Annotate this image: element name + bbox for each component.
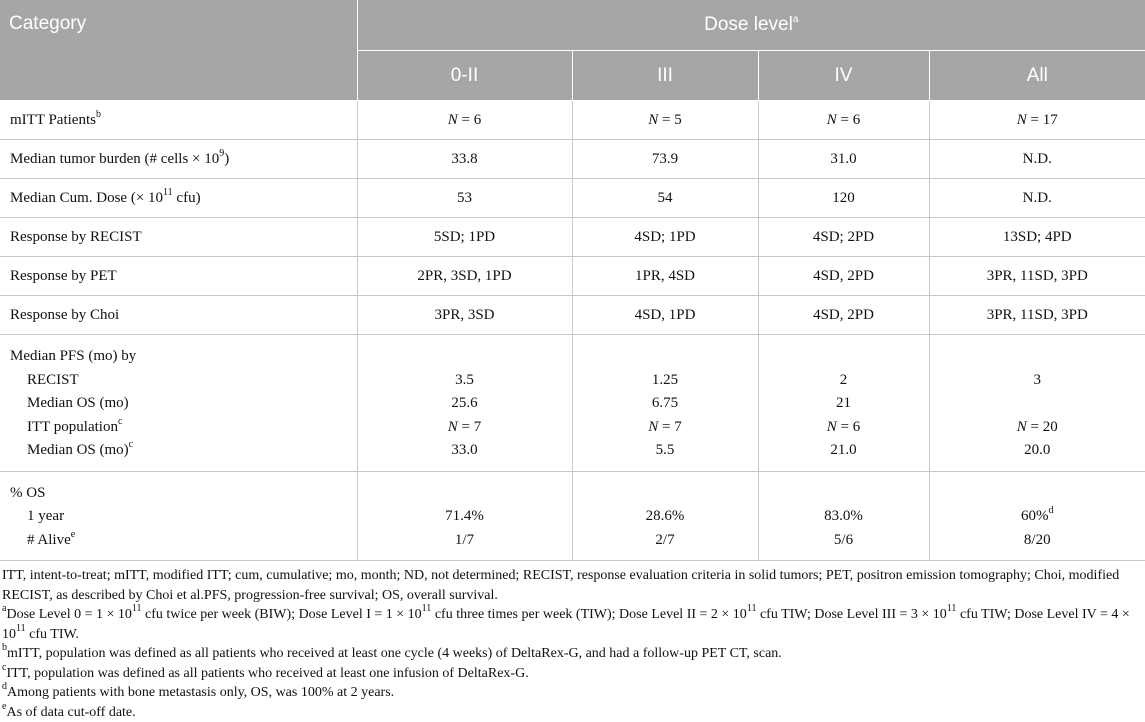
header-col-iii: III	[572, 51, 758, 101]
cell: 5SD; 1PD	[357, 218, 572, 257]
cell: N = 17	[929, 101, 1145, 140]
table-row-pet	[0, 257, 1145, 296]
cell: 3 N = 20 20.0	[929, 335, 1145, 472]
footnote-e: $^e$As of data cut-off date.	[2, 703, 1143, 722]
cell: 53	[357, 179, 572, 218]
cell: 83.0% 5/6	[758, 471, 929, 561]
os-title: % OS	[10, 482, 357, 506]
table-row-choi	[0, 296, 1145, 335]
cell: N = 6	[357, 101, 572, 140]
row-label: Response by Choi	[0, 296, 357, 335]
header-col-all: All	[929, 51, 1145, 101]
table-row-cum-dose	[0, 179, 1145, 218]
cell: 54	[572, 179, 758, 218]
row-label: Response by RECIST	[0, 218, 357, 257]
cell: 28.6% 2/7	[572, 471, 758, 561]
cell: 3.5 25.6 N = 7 33.0	[357, 335, 572, 472]
pfs-recist-label: RECIST	[10, 369, 357, 393]
row-label	[0, 335, 357, 472]
cell: 3PR, 3SD	[357, 296, 572, 335]
table-footnotes	[0, 561, 1145, 722]
cell: N = 6	[758, 101, 929, 140]
os-year-label: 1 year	[10, 505, 357, 529]
row-label: mITT Patients$^b$	[0, 101, 357, 140]
cell: N.D.	[929, 179, 1145, 218]
pfs-title: Median PFS (mo) by	[10, 345, 357, 369]
cell: 60%$^d$ 8/20	[929, 471, 1145, 561]
cell: 13SD; 4PD	[929, 218, 1145, 257]
row-label: Median Cum. Dose (× $10^{11}$ cfu)	[0, 179, 357, 218]
cell: 71.4% 1/7	[357, 471, 572, 561]
cell: 3PR, 11SD, 3PD	[929, 296, 1145, 335]
footnote-d: $^d$Among patients with bone metastasis only, OS, was 100% at 2 years.	[2, 683, 1143, 703]
footnote-b: $^b$mITT, population was defined as all patients who received at least one cycle (4 weeks) of DeltaRex-G, and had a follow-up PET CT, scan.	[2, 644, 1143, 664]
table-row-pfs	[0, 335, 1145, 472]
os-alive-label: # Alive$^e$	[10, 529, 357, 553]
row-label	[0, 471, 357, 561]
row-label: Response by PET	[0, 257, 357, 296]
cell: 3PR, 11SD, 3PD	[929, 257, 1145, 296]
header-col-0-ii: 0-II	[357, 51, 572, 101]
header-col-iv: IV	[758, 51, 929, 101]
cell: 4SD, 2PD	[758, 296, 929, 335]
pfs-itt-label: ITT population$^c$	[10, 416, 357, 440]
cell: 31.0	[758, 140, 929, 179]
footnote-abbreviations: ITT, intent-to-treat; mITT, modified ITT; cum, cumulative; mo, month; ND, not determined; RECIST, response evaluation criteria in solid tumors; PET, positron emission tomography; Choi, modified RECIST, as described by Choi et al.PFS, progression-free survival; OS, overall survival.	[2, 566, 1143, 605]
cell: 4SD; 1PD	[572, 218, 758, 257]
footnote-c: $^c$ITT, population was defined as all patients who received at least one infusion of DeltaRex-G.	[2, 664, 1143, 684]
cell: 4SD; 2PD	[758, 218, 929, 257]
table-row-mitt	[0, 101, 1145, 140]
table-row-tumor-burden	[0, 140, 1145, 179]
table-row-os	[0, 471, 1145, 561]
header-category: Category	[0, 0, 357, 101]
cell: 4SD, 1PD	[572, 296, 758, 335]
pfs-os-label: Median OS (mo)	[10, 392, 357, 416]
cell: 1PR, 4SD	[572, 257, 758, 296]
footnote-a: $^a$Dose Level $0 = 1 \times 10^{11}$ cfu twice per week (BIW); Dose Level $I = 1 \times 10^{11}$ cfu three times per week (TIW); Dose Level II = $2 \times 10^{11}$ cfu TIW; Dose Level III = $3 \times 10^{11}$ cfu TIW; Dose Level IV = $4 \times 10^{11}$ cfu TIW.	[2, 605, 1143, 644]
cell: 2 21 N = 6 21.0	[758, 335, 929, 472]
header-dose-level: Dose level$^a$	[357, 0, 1145, 51]
cell: 33.8	[357, 140, 572, 179]
cell: N.D.	[929, 140, 1145, 179]
table-row-recist	[0, 218, 1145, 257]
pfs-os2-label: Median OS (mo)$^c$	[10, 439, 357, 463]
row-label: Median tumor burden (# cells × $10^9$)	[0, 140, 357, 179]
cell: 73.9	[572, 140, 758, 179]
cell: 120	[758, 179, 929, 218]
cell: N = 5	[572, 101, 758, 140]
cell: 4SD, 2PD	[758, 257, 929, 296]
cell: 2PR, 3SD, 1PD	[357, 257, 572, 296]
cell: 1.25 6.75 N = 7 5.5	[572, 335, 758, 472]
